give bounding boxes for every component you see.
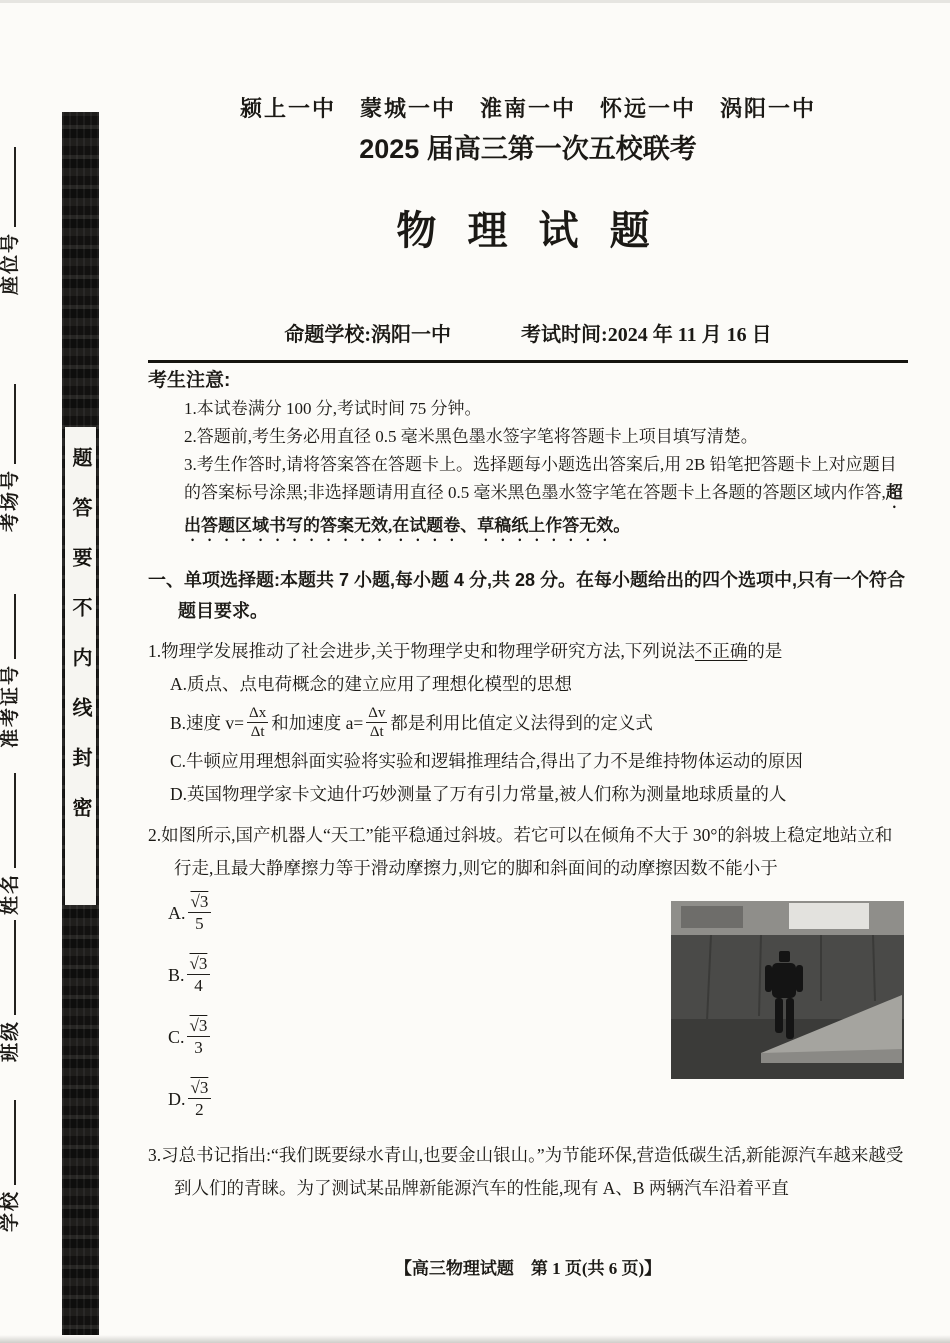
admission-number-label: 准考证号 bbox=[0, 663, 22, 748]
question-1-stem bbox=[148, 635, 908, 668]
notice-item-1: 1.本试卷满分 100 分,考试时间 75 分钟。 bbox=[184, 399, 482, 418]
option-c-numerator: √3 bbox=[187, 1016, 211, 1037]
exam-room-label: 考场号 bbox=[0, 468, 22, 532]
name-label: 姓名 bbox=[0, 872, 22, 915]
option-b-label: B. bbox=[168, 964, 185, 985]
exam-info-school: 命题学校:涡阳一中 bbox=[284, 324, 452, 346]
divider-rule bbox=[148, 360, 908, 363]
question-1-option-d: D.英国物理学家卡文迪什巧妙测量了万有引力常量,被人们称为测量地球质量的人 bbox=[170, 784, 787, 804]
option-b-text-3: 都是利用比值定义法得到的定义式 bbox=[390, 712, 653, 733]
option-b-fraction bbox=[187, 954, 211, 997]
question-1-stem-underlined: 不正确 bbox=[694, 641, 748, 661]
acceleration-fraction bbox=[366, 705, 387, 742]
robot-photo bbox=[671, 901, 904, 1079]
question-1-option-a: A.质点、点电荷概念的建立应用了理想化模型的思想 bbox=[170, 674, 573, 694]
question-2-body bbox=[148, 891, 908, 1121]
option-d-label: D. bbox=[168, 1088, 186, 1109]
notice-item-3-text: 3.考生作答时,请将答案答在答题卡上。选择题每小题选出答案后,用 2B 铅笔把答题卡上对应题目的答案标号涂黑;非选择题请用直径 0.5 毫米黑色墨水签字笔在答题卡上各题的答题区域内作答, bbox=[184, 455, 897, 502]
class-field bbox=[0, 920, 20, 1062]
admission-number-blank bbox=[0, 594, 16, 659]
page-footer: 【高三物理试题 第 1 页(共 6 页)】 bbox=[394, 1259, 662, 1278]
seat-number-field bbox=[0, 147, 20, 295]
velocity-fraction-den: Δt bbox=[250, 724, 265, 740]
option-a-fraction bbox=[188, 892, 212, 935]
option-d-denominator: 2 bbox=[195, 1100, 204, 1119]
notice-item-3 bbox=[184, 451, 908, 545]
exam-room-field bbox=[0, 384, 20, 532]
exam-room-blank bbox=[0, 384, 16, 464]
seal-strip bbox=[62, 112, 99, 1338]
option-b-text-2: 和加速度 a= bbox=[271, 712, 364, 733]
question-1-option-b bbox=[170, 701, 908, 745]
exam-title: 2025 届高三第一次五校联考 bbox=[359, 134, 697, 164]
option-c-label: C. bbox=[168, 1026, 185, 1047]
option-d-fraction bbox=[188, 1078, 212, 1121]
question-2-option-d bbox=[168, 1077, 908, 1121]
exam-info-line bbox=[148, 322, 908, 348]
question-3-stem: 3.习总书记指出:“我们既要绿水青山,也要金山银山。”为节能环保,营造低碳生活,新能源汽车越来越受到人们的青睐。为了测试某品牌新能源汽车的性能,现有 A、B 两辆汽车沿着平直 bbox=[148, 1145, 904, 1198]
class-blank bbox=[0, 920, 16, 1015]
option-c-fraction bbox=[187, 1016, 211, 1059]
name-field bbox=[0, 773, 20, 915]
option-b-numerator: √3 bbox=[187, 954, 211, 975]
notice-item-3-emphasis: 超出答题区域书写的答案无效,在试题卷、草稿纸上作答无效。 bbox=[184, 483, 903, 535]
seat-number-blank bbox=[0, 147, 16, 227]
option-c-denominator: 3 bbox=[194, 1038, 203, 1057]
option-b-text-1: B.速度 v= bbox=[170, 712, 245, 733]
velocity-fraction bbox=[247, 705, 268, 742]
question-1-option-c: C.牛顿应用理想斜面实验将实验和逻辑推理结合,得出了力不是维持物体运动的原因 bbox=[170, 751, 803, 771]
notice-heading: 考生注意: bbox=[148, 370, 231, 391]
question-1-stem-prefix: 1.物理学发展推动了社会进步,关于物理学史和物理学研究方法,下列说法 bbox=[148, 641, 695, 661]
school-field bbox=[0, 1100, 20, 1232]
option-a-label: A. bbox=[168, 902, 186, 923]
notice-item-2: 2.答题前,考生务必用直径 0.5 毫米黑色墨水签字笔将答题卡上项目填写清楚。 bbox=[184, 427, 758, 446]
subject-title: 物 理 试 题 bbox=[396, 209, 660, 253]
option-a-denominator: 5 bbox=[195, 914, 204, 933]
seal-strip-window bbox=[65, 427, 96, 905]
option-d-numerator: √3 bbox=[188, 1078, 212, 1099]
question-2-stem: 2.如图所示,国产机器人“天工”能平稳通过斜坡。若它可以在倾角不大于 30°的斜坡上稳定地站立和行走,且最大静摩擦力等于滑动摩擦力,则它的脚和斜面间的动摩擦因数不能小于 bbox=[148, 825, 893, 878]
seal-strip-text: 题答要不内线封密 bbox=[69, 447, 91, 847]
exam-info-time: 考试时间:2024 年 11 月 16 日 bbox=[521, 324, 772, 346]
option-b-denominator: 4 bbox=[194, 976, 203, 995]
school-blank bbox=[0, 1100, 16, 1185]
acceleration-fraction-den: Δt bbox=[369, 724, 384, 740]
acceleration-fraction-num: Δv bbox=[366, 705, 387, 723]
seat-number-label: 座位号 bbox=[0, 231, 22, 295]
question-1-stem-suffix: 的是 bbox=[747, 641, 783, 661]
school-label: 学校 bbox=[0, 1189, 22, 1232]
section-1-heading: 一、单项选择题:本题共 7 小题,每小题 4 分,共 28 分。在每小题给出的四个选项中,只有一个符合题目要求。 bbox=[148, 570, 906, 621]
scan-bottom-edge bbox=[0, 1335, 950, 1343]
name-blank bbox=[0, 773, 16, 868]
option-a-numerator: √3 bbox=[188, 892, 212, 913]
school-names: 颍上一中 蒙城一中 淮南一中 怀远一中 涡阳一中 bbox=[239, 96, 816, 121]
paper-content bbox=[148, 0, 908, 1205]
admission-number-field bbox=[0, 594, 20, 748]
class-label: 班级 bbox=[0, 1019, 22, 1062]
velocity-fraction-num: Δx bbox=[247, 705, 268, 723]
